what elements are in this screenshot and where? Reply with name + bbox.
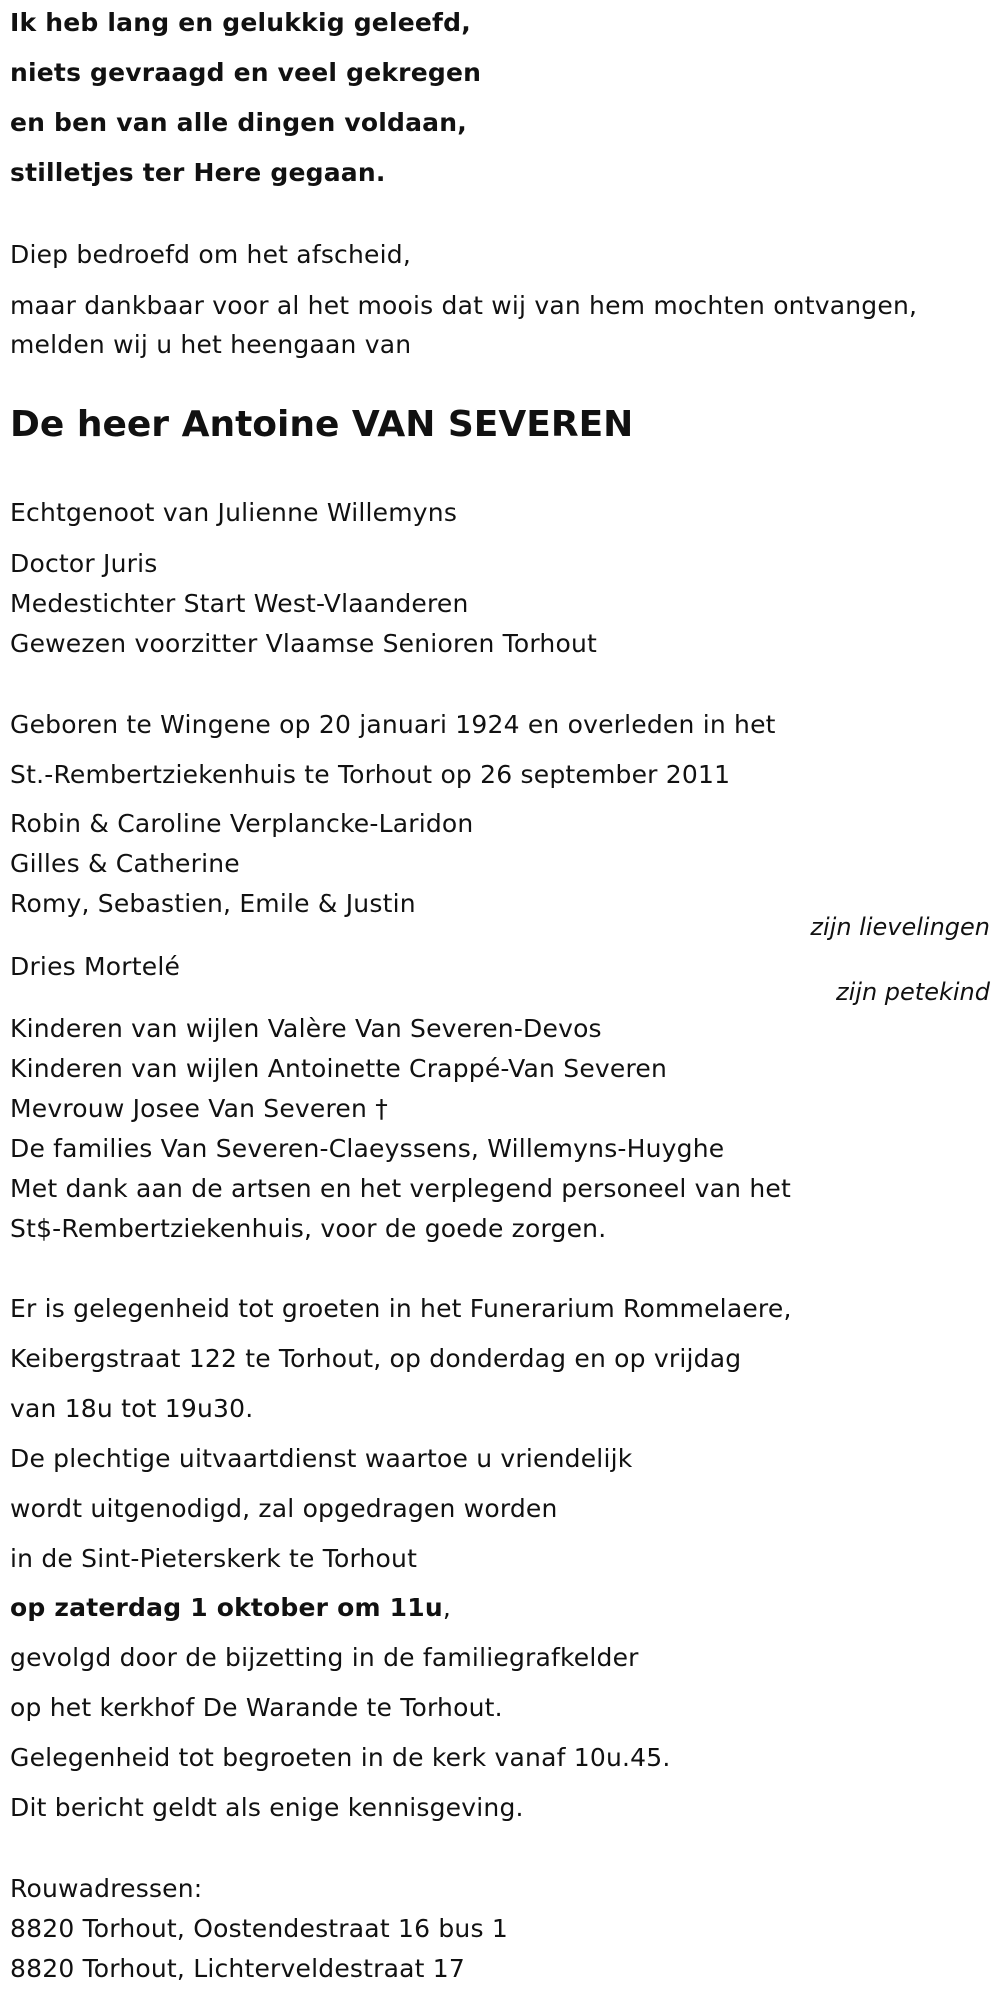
- godchild-line: Dries Mortelé: [10, 952, 181, 981]
- relative-line: De families Van Severen-Claeyssens, Willemyns-Huyghe: [10, 1134, 725, 1163]
- birth-line: St.-Rembertziekenhuis te Torhout op 26 september 2011: [10, 760, 731, 789]
- poem-line: en ben van alle dingen voldaan,: [10, 108, 467, 137]
- poem-line: stilletjes ter Here gegaan.: [10, 158, 386, 187]
- relative-line: Kinderen van wijlen Valère Van Severen-Devos: [10, 1014, 602, 1043]
- family-line: Romy, Sebastien, Emile & Justin: [10, 889, 416, 918]
- closing-line: gevolgd door de bijzetting in de familiegrafkelder: [10, 1643, 639, 1672]
- poem-line: niets gevraagd en veel gekregen: [10, 58, 482, 87]
- closing-line: Gelegenheid tot begroeten in de kerk vanaf 10u.45.: [10, 1743, 671, 1772]
- poem-line: Ik heb lang en gelukkig geleefd,: [10, 8, 471, 37]
- birth-line: Geboren te Wingene op 20 januari 1924 en overleden in het: [10, 710, 776, 739]
- closing-line: Dit bericht geldt als enige kennisgeving.: [10, 1793, 524, 1822]
- visitation-line: van 18u tot 19u30.: [10, 1394, 254, 1423]
- visitation-line: Er is gelegenheid tot groeten in het Funerarium Rommelaere,: [10, 1294, 792, 1323]
- intro-line: melden wij u het heengaan van: [10, 330, 412, 359]
- relative-line: Mevrouw Josee Van Severen †: [10, 1094, 388, 1123]
- intro-line: maar dankbaar voor al het moois dat wij van hem mochten ontvangen,: [10, 291, 918, 320]
- visitation-line: Keibergstraat 122 te Torhout, op donderdag en op vrijdag: [10, 1344, 742, 1373]
- addresses-label: Rouwadressen:: [10, 1874, 203, 1903]
- note-petekind: zijn petekind: [836, 978, 990, 1006]
- title-line: Doctor Juris: [10, 549, 158, 578]
- relative-line: Met dank aan de artsen en het verplegend personeel van het: [10, 1174, 791, 1203]
- visitation-line: De plechtige uitvaartdienst waartoe u vriendelijk: [10, 1444, 633, 1473]
- service-date: op zaterdag 1 oktober om 11u: [10, 1593, 443, 1622]
- address-line: 8820 Torhout, Lichterveldestraat 17: [10, 1954, 466, 1983]
- relative-line: Kinderen van wijlen Antoinette Crappé-Van Severen: [10, 1054, 668, 1083]
- family-line: Robin & Caroline Verplancke-Laridon: [10, 809, 474, 838]
- closing-line: op het kerkhof De Warande te Torhout.: [10, 1693, 503, 1722]
- visitation-line: wordt uitgenodigd, zal opgedragen worden: [10, 1494, 558, 1523]
- relative-line: St$-Rembertziekenhuis, voor de goede zorgen.: [10, 1214, 607, 1243]
- service-date-line: [10, 1592, 451, 1624]
- title-line: Gewezen voorzitter Vlaamse Senioren Torhout: [10, 629, 597, 658]
- title-line: Medestichter Start West-Vlaanderen: [10, 589, 469, 618]
- intro-line: Diep bedroefd om het afscheid,: [10, 240, 411, 269]
- visitation-line: in de Sint-Pieterskerk te Torhout: [10, 1544, 418, 1573]
- address-line: 8820 Torhout, Oostendestraat 16 bus 1: [10, 1914, 508, 1943]
- spouse-line: Echtgenoot van Julienne Willemyns: [10, 498, 458, 527]
- deceased-name: De heer Antoine VAN SEVEREN: [10, 404, 634, 445]
- note-lievelingen: zijn lievelingen: [810, 913, 990, 941]
- service-date-punct: ,: [442, 1593, 451, 1622]
- family-line: Gilles & Catherine: [10, 849, 240, 878]
